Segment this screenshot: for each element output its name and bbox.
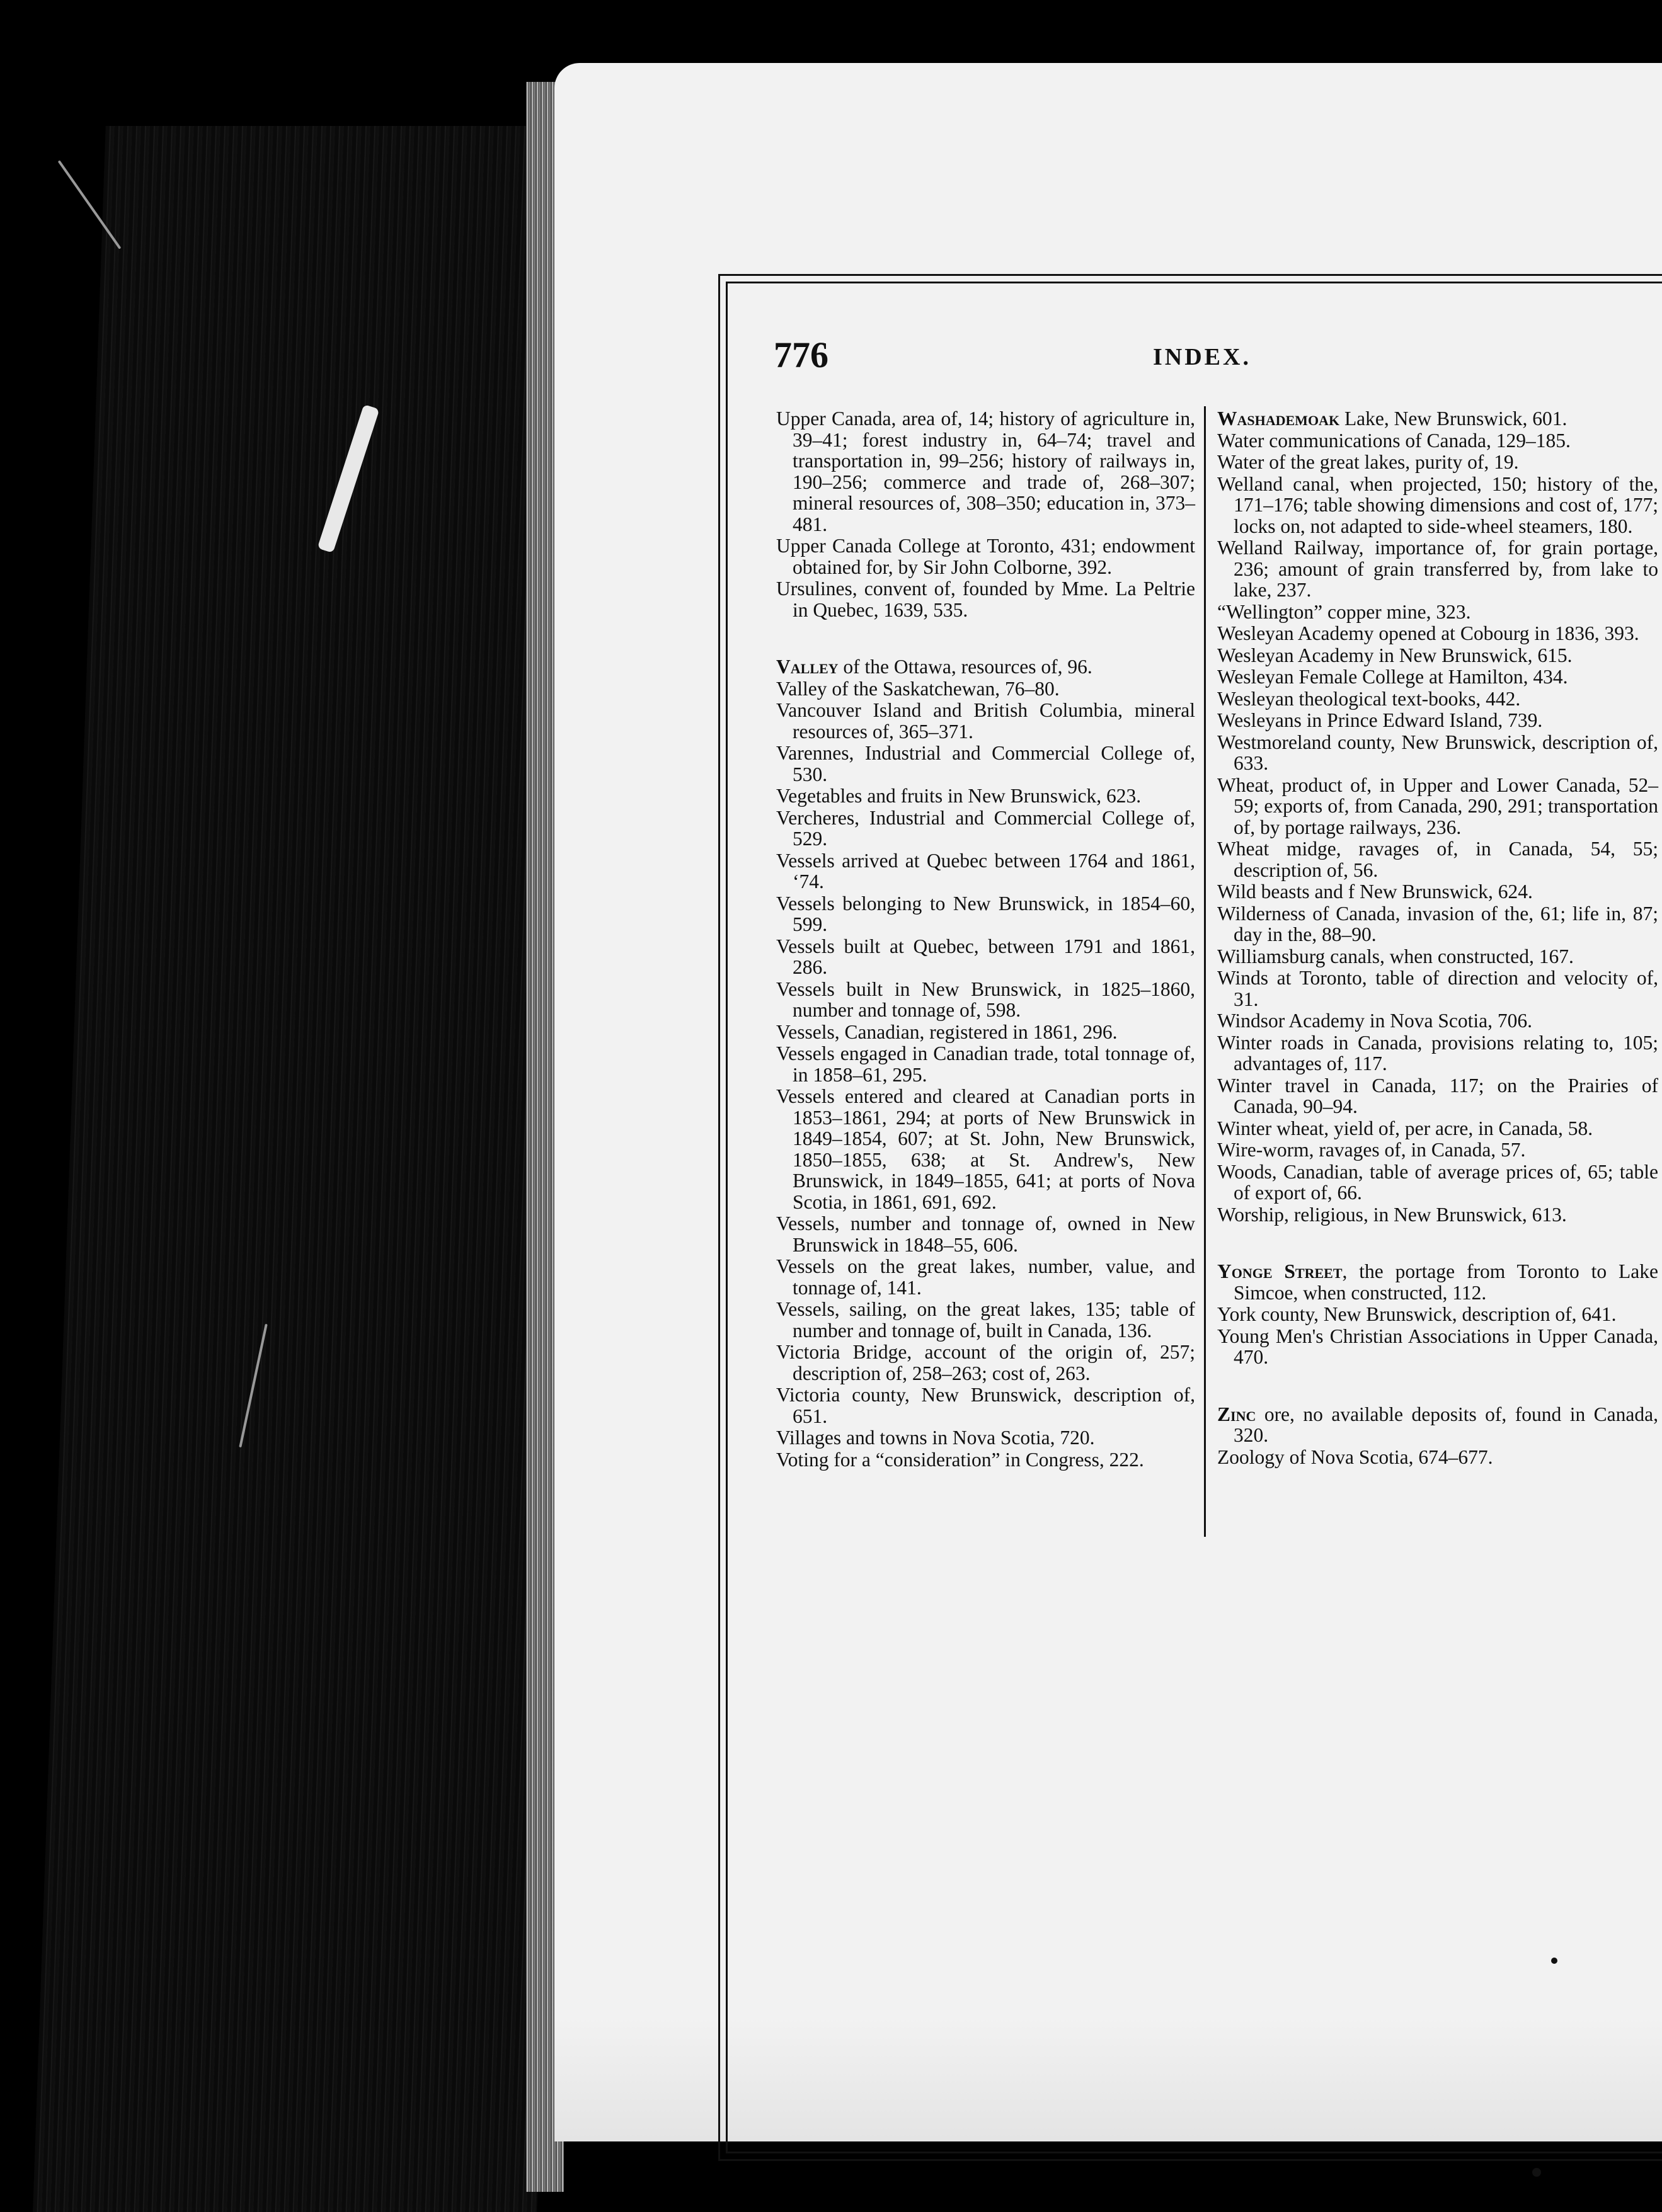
index-entry-text: Wesleyans in Prince Edward Island, 739.	[1217, 709, 1543, 731]
index-entry	[1217, 645, 1658, 666]
index-entry	[1217, 903, 1658, 945]
page-number: 776	[774, 334, 828, 375]
index-entry	[1217, 1404, 1658, 1446]
index-entry	[776, 1213, 1195, 1255]
index-entry-text: Vercheres, Industrial and Commercial College of, 529.	[776, 806, 1195, 850]
index-entry	[1217, 1010, 1658, 1032]
index-entry	[776, 850, 1195, 892]
index-entry	[1217, 710, 1658, 731]
index-entry-headword: Washademoak	[1217, 408, 1340, 430]
index-entry	[1217, 601, 1658, 623]
index-entry-text: Welland canal, when projected, 150; history of the, 171–176; table showing dimensions and cost of, 177; locks on, not adapted to side-wheel steamers, 180.	[1217, 472, 1658, 537]
index-entry-text: Vessels entered and cleared at Canadian ports in 1853–1861, 294; at ports of New Brunswick in 1849–1854, 607; at St. John, New Brunswick, 1850–1855, 638; at St. Andrew's, New Brunswick, in 1849–1855, 641; at ports of Nova Scotia, in 1861, 691, 692.	[776, 1085, 1195, 1213]
index-entry-text: Vessels arrived at Quebec between 1764 and 1861, ‘74.	[776, 849, 1195, 892]
index-entry	[1217, 838, 1658, 881]
index-entry	[776, 1086, 1195, 1212]
index-entry	[776, 807, 1195, 850]
index-entry	[1217, 1032, 1658, 1075]
index-entry-text: Varennes, Industrial and Commercial College of, 530.	[776, 742, 1195, 785]
column-divider	[1204, 406, 1206, 1537]
index-entry-text: Victoria Bridge, account of the origin of, 257; description of, 258–263; cost of, 263.	[776, 1341, 1195, 1384]
index-entry-text: Wire-worm, ravages of, in Canada, 57.	[1217, 1139, 1526, 1161]
index-entry-text: Victoria county, New Brunswick, description of, 651.	[776, 1384, 1195, 1427]
index-entry-text: Vessels, number and tonnage of, owned in New Brunswick in 1848–55, 606.	[776, 1212, 1195, 1256]
index-entry	[776, 936, 1195, 978]
index-entry-text: Villages and towns in Nova Scotia, 720.	[776, 1427, 1095, 1449]
index-entry-text: Wheat, product of, in Upper and Lower Canada, 52–59; exports of, from Canada, 290, 291; transportation of, by portage railways, 236.	[1217, 773, 1658, 838]
index-entry	[1217, 1261, 1658, 1303]
speck	[1532, 2168, 1541, 2177]
index-entry	[776, 578, 1195, 620]
index-entry-text: Vessels built at Quebec, between 1791 and 1861, 286.	[776, 935, 1195, 978]
index-entry-text: Upper Canada College at Toronto, 431; endowment obtained for, by Sir John Colborne, 392.	[776, 535, 1195, 578]
index-entry	[1217, 967, 1658, 1010]
letter-section-gap	[1217, 1369, 1658, 1404]
index-entry	[1217, 1139, 1658, 1161]
index-entry	[1217, 408, 1658, 430]
index-entry	[1217, 1075, 1658, 1117]
index-entry-text: Ursulines, convent of, founded by Mme. La Peltrie in Quebec, 1639, 535.	[776, 578, 1195, 621]
index-entry	[776, 1043, 1195, 1085]
index-entry-text: Young Men's Christian Associations in Upper Canada, 470.	[1217, 1325, 1658, 1368]
index-entry-text: Vessels engaged in Canadian trade, total tonnage of, in 1858–61, 295.	[776, 1042, 1195, 1086]
running-head: INDEX.	[1153, 344, 1251, 370]
index-entry	[1217, 1204, 1658, 1226]
index-entry	[776, 408, 1195, 535]
index-entry-text: ore, no available deposits of, found in Canada, 320.	[1234, 1403, 1658, 1446]
index-entry	[1217, 732, 1658, 774]
index-entry-text: Wilderness of Canada, invasion of the, 61; life in, 87; day in the, 88–90.	[1217, 902, 1658, 945]
index-entry-text: Vessels belonging to New Brunswick, in 1854–60, 599.	[776, 892, 1195, 935]
index-entry-text: Wheat midge, ravages of, in Canada, 54, 55; description of, 56.	[1217, 838, 1658, 881]
index-entry-text: Zoology of Nova Scotia, 674–677.	[1217, 1445, 1493, 1468]
index-entry-text: Voting for a “consideration” in Congress, 222.	[776, 1448, 1144, 1471]
index-entry-text: Winter travel in Canada, 117; on the Prairies of Canada, 90–94.	[1217, 1074, 1658, 1117]
index-entry-text: Lake, New Brunswick, 601.	[1339, 408, 1567, 430]
index-entry-text: Vessels, sailing, on the great lakes, 135; table of number and tonnage of, built in Canada, 136.	[776, 1298, 1195, 1342]
index-entry	[1217, 775, 1658, 838]
index-entry	[776, 743, 1195, 785]
index-entry	[1217, 1161, 1658, 1204]
index-entry-headword: Valley	[776, 656, 839, 678]
index-entry	[1217, 1304, 1658, 1325]
index-entry-text: Wesleyan theological text-books, 442.	[1217, 687, 1521, 710]
index-entry-text: of the Ottawa, resources of, 96.	[838, 656, 1092, 678]
book-spine	[33, 126, 610, 2212]
index-entry-text: York county, New Brunswick, description of, 641.	[1217, 1303, 1617, 1325]
index-entry	[776, 1384, 1195, 1427]
index-entry-text: Water communications of Canada, 129–185.	[1217, 429, 1571, 452]
index-entry	[776, 700, 1195, 742]
index-entry	[1217, 537, 1658, 601]
index-entry	[1217, 1326, 1658, 1368]
index-entry	[776, 1022, 1195, 1043]
index-entry-text: Woods, Canadian, table of average prices of, 65; table of export of, 66.	[1217, 1160, 1658, 1204]
index-entry-text: Vegetables and fruits in New Brunswick, 623.	[776, 785, 1142, 807]
index-entry	[1217, 946, 1658, 967]
index-entry-text: Williamsburg canals, when constructed, 167.	[1217, 945, 1574, 967]
index-entry-text: Wesleyan Academy opened at Cobourg in 1836, 393.	[1217, 622, 1639, 644]
index-entry-text: Wild beasts and f New Brunswick, 624.	[1217, 881, 1533, 903]
index-entry-text: Upper Canada, area of, 14; history of agriculture in, 39–41; forest industry in, 64–74; travel and transportation in, 99–256; history of railways in, 190–256; commerce and trade of, 268–307; mineral resources of, 308–350; education in, 373–481.	[776, 408, 1195, 535]
index-entry-text: Windsor Academy in Nova Scotia, 706.	[1217, 1010, 1533, 1032]
index-column-right	[1217, 408, 1658, 1468]
index-entry	[1217, 1447, 1658, 1468]
index-entry-headword: Yonge Street	[1217, 1260, 1343, 1282]
index-entry	[776, 535, 1195, 578]
index-entry-text: Westmoreland county, New Brunswick, description of, 633.	[1217, 731, 1658, 774]
index-entry	[1217, 881, 1658, 903]
index-entry-text: Vessels built in New Brunswick, in 1825–1860, number and tonnage of, 598.	[776, 978, 1195, 1021]
index-entry	[776, 1342, 1195, 1384]
index-entry-text: Vancouver Island and British Columbia, mineral resources of, 365–371.	[776, 699, 1195, 743]
index-entry	[776, 979, 1195, 1021]
index-entry-text: Winter roads in Canada, provisions relating to, 105; advantages of, 117.	[1217, 1031, 1658, 1075]
index-entry	[776, 1299, 1195, 1341]
index-entry	[776, 656, 1195, 678]
index-entry	[1217, 623, 1658, 644]
index-entry-text: “Wellington” copper mine, 323.	[1217, 600, 1471, 623]
index-entry-text: Welland Railway, importance of, for grain portage, 236; amount of grain transferred by, from lake to lake, 237.	[1217, 537, 1658, 601]
index-entry	[1217, 666, 1658, 688]
index-entry	[776, 785, 1195, 807]
index-entry-text: Valley of the Saskatchewan, 76–80.	[776, 677, 1060, 700]
letter-section-gap	[776, 621, 1195, 656]
index-entry	[776, 1427, 1195, 1449]
index-entry-text: Winter wheat, yield of, per acre, in Canada, 58.	[1217, 1117, 1593, 1139]
index-column-left	[776, 408, 1195, 1471]
index-entry	[1217, 474, 1658, 537]
index-entry	[1217, 1118, 1658, 1139]
index-entry	[776, 1449, 1195, 1471]
index-entry-text: Winds at Toronto, table of direction and velocity of, 31.	[1217, 967, 1658, 1010]
index-entry-text: Wesleyan Academy in New Brunswick, 615.	[1217, 644, 1573, 666]
index-entry	[1217, 430, 1658, 452]
index-entry-text: , the portage from Toronto to Lake Simcoe, when constructed, 112.	[1234, 1260, 1658, 1304]
index-entry	[776, 678, 1195, 700]
index-entry	[776, 893, 1195, 935]
index-entry-text: Vessels on the great lakes, number, value, and tonnage of, 141.	[776, 1255, 1195, 1299]
index-entry-text: Worship, religious, in New Brunswick, 613.	[1217, 1203, 1567, 1226]
speck	[1551, 1958, 1557, 1964]
index-entry	[1217, 688, 1658, 710]
index-entry	[1217, 452, 1658, 473]
index-entry-headword: Zinc	[1217, 1403, 1256, 1425]
index-entry	[776, 1256, 1195, 1298]
index-entry-text: Wesleyan Female College at Hamilton, 434.	[1217, 666, 1568, 688]
index-entry-text: Vessels, Canadian, registered in 1861, 296.	[776, 1020, 1118, 1043]
letter-section-gap	[1217, 1226, 1658, 1261]
index-entry-text: Water of the great lakes, purity of, 19.	[1217, 451, 1519, 473]
